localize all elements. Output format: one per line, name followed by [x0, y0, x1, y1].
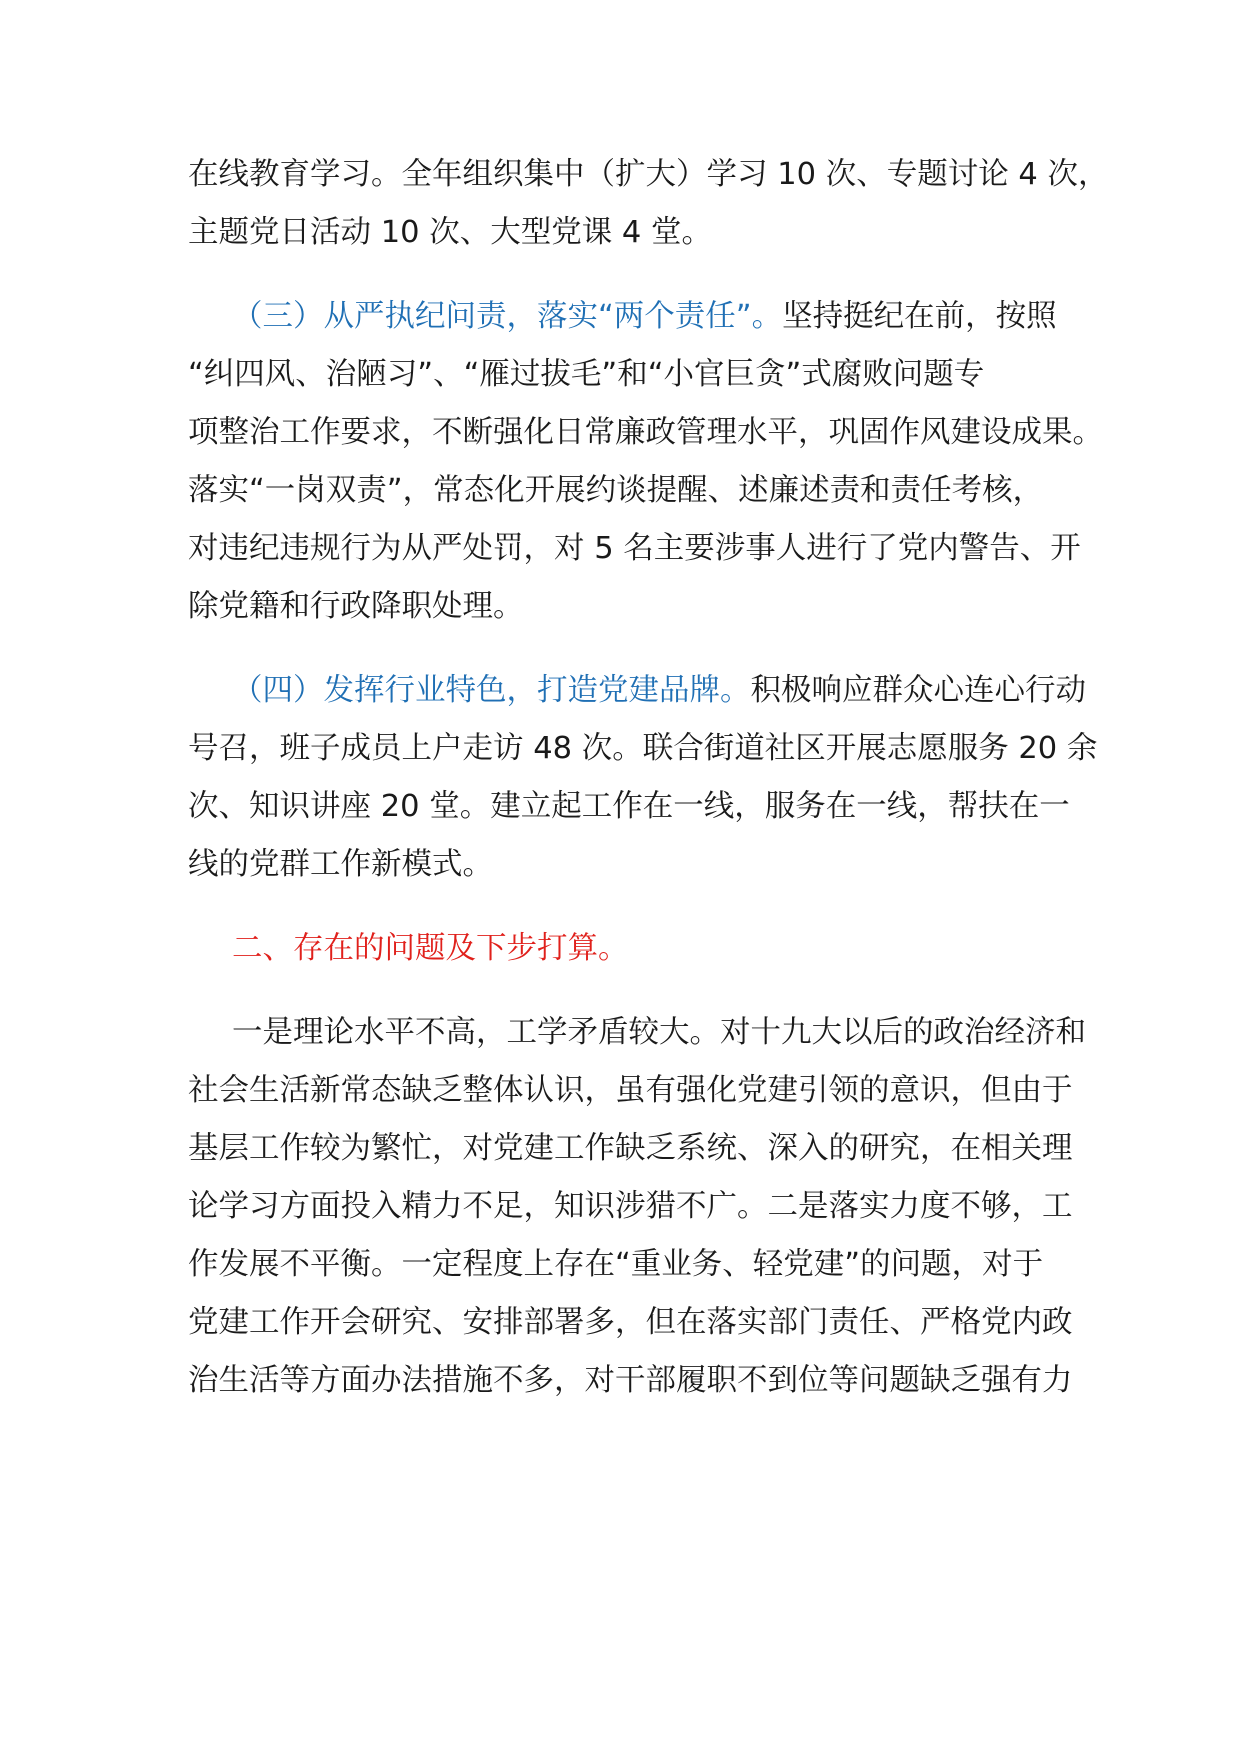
- body-text-run: 坚持挺纪在前，按照: [782, 299, 1057, 334]
- section-heading: 二、存在的问题及下步打算。: [232, 931, 629, 966]
- body-text-line: 作发展不平衡。一定程度上存在“重业务、轻党建”的问题，对于: [188, 1247, 1044, 1282]
- body-text-line: 项整治工作要求，不断强化日常廉政管理水平，巩固作风建设成果。: [188, 415, 1103, 450]
- body-text-line: 次、知识讲座 20 堂。建立起工作在一线，服务在一线，帮扶在一: [188, 789, 1070, 824]
- subheading-four: （四）发挥行业特色，打造党建品牌。: [232, 673, 751, 708]
- body-text-line: 论学习方面投入精力不足，知识涉猎不广。二是落实力度不够，工: [188, 1189, 1073, 1224]
- subheading-line: [232, 297, 1068, 337]
- body-text-line: 在线教育学习。全年组织集中（扩大）学习 10 次、专题讨论 4 次，: [188, 157, 1109, 192]
- subheading-three: （三）从严执纪问责，落实“两个责任”。: [232, 299, 783, 334]
- body-text-line: 主题党日活动 10 次、大型党课 4 堂。: [188, 215, 712, 250]
- body-text-line: 治生活等方面办法措施不多，对干部履职不到位等问题缺乏强有力: [188, 1363, 1073, 1398]
- body-text-line: 线的党群工作新模式。: [188, 847, 493, 882]
- body-text-line: 落实“一岗双责”，常态化开展约谈提醒、述廉述责和责任考核，: [188, 473, 1044, 508]
- body-text-line: 基层工作较为繁忙，对党建工作缺乏系统、深入的研究，在相关理: [188, 1131, 1073, 1166]
- body-text-line: 一是理论水平不高，工学矛盾较大。对十九大以后的政治经济和: [232, 1015, 1086, 1050]
- body-text-line: 社会生活新常态缺乏整体认识，虽有强化党建引领的意识，但由于: [188, 1073, 1073, 1108]
- subheading-line: [232, 671, 1086, 711]
- body-text-line: “纠四风、治陋习”、“雁过拔毛”和“小官巨贪”式腐败问题专: [188, 357, 985, 392]
- body-text-line: 除党籍和行政降职处理。: [188, 589, 524, 624]
- body-text-line: 对违纪违规行为从严处罚，对 5 名主要涉事人进行了党内警告、开: [188, 531, 1081, 566]
- body-text-run: 积极响应群众心连心行动: [750, 673, 1086, 708]
- body-text-line: 号召，班子成员上户走访 48 次。联合街道社区开展志愿服务 20 余: [188, 731, 1098, 766]
- body-text-line: 党建工作开会研究、安排部署多，但在落实部门责任、严格党内政: [188, 1305, 1073, 1340]
